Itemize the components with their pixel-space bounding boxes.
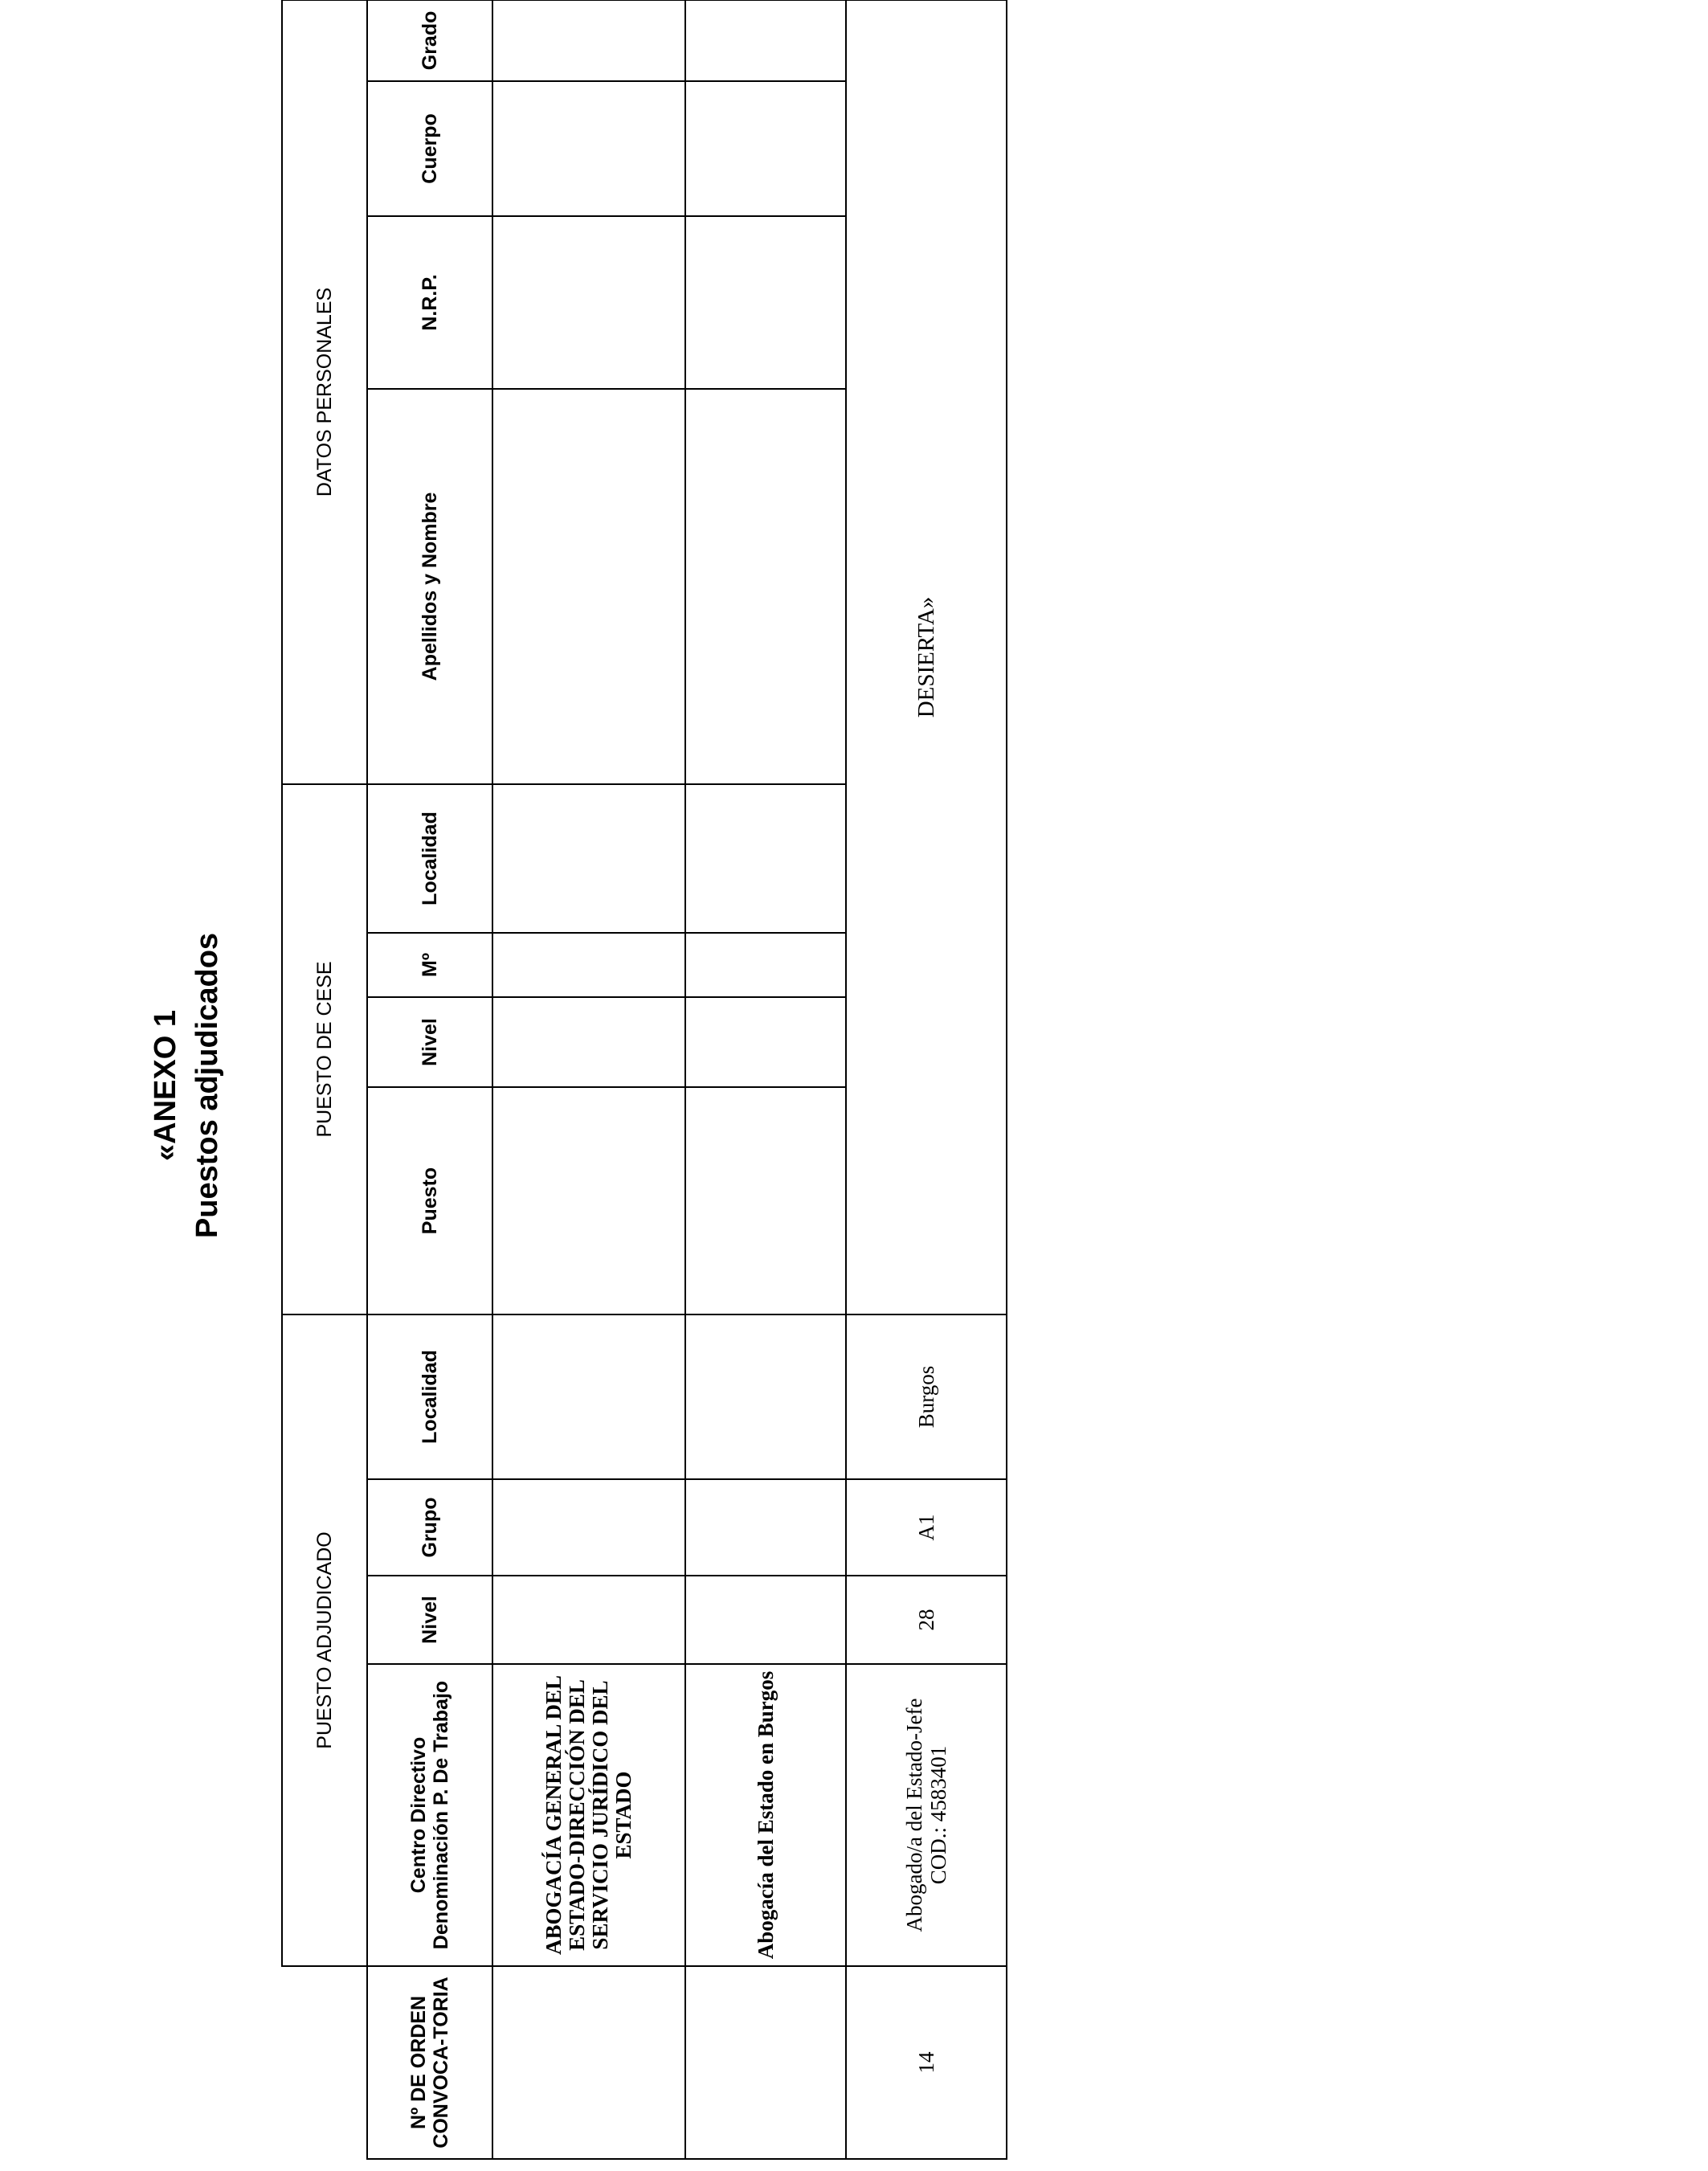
- col-header-centro: Centro Directivo Denominación P. De Trabajo: [367, 1664, 492, 1966]
- section-datos-personales: DATOS PERSONALES: [282, 0, 367, 784]
- col-header-cese-localidad: Localidad: [367, 784, 492, 933]
- cell-cese-localidad: [685, 784, 846, 933]
- cell-cese-m: [685, 933, 846, 997]
- cell-orden: [685, 1966, 846, 2159]
- col-header-cese-nivel: Nivel: [367, 997, 492, 1087]
- adjudicated-positions-table: [281, 0, 1007, 2160]
- col-header-grado: Grado: [367, 0, 492, 81]
- cell-grupo: [685, 1479, 846, 1576]
- centro-line1: Abogado/a del Estado-Jefe: [902, 1698, 926, 1932]
- col-header-nrp: N.R.P.: [367, 216, 492, 389]
- centro-line2: COD.: 4583401: [926, 1745, 950, 1885]
- section-puesto-adjudicado: PUESTO ADJUDICADO: [282, 1314, 367, 1966]
- col-header-puesto: Puesto: [367, 1087, 492, 1314]
- table-row: [492, 0, 685, 2159]
- cell-orden: 14: [846, 1966, 1007, 2159]
- cell-cuerpo: [492, 81, 685, 216]
- cell-cese-nivel: [492, 997, 685, 1087]
- cell-orden: [492, 1966, 685, 2159]
- cell-apellidos: [492, 389, 685, 784]
- cell-nivel: 28: [846, 1576, 1007, 1664]
- table-row: [685, 0, 846, 2159]
- cell-cuerpo: [685, 81, 846, 216]
- col-header-grupo: Grupo: [367, 1479, 492, 1576]
- status-desierta: DESIERTA»: [846, 0, 1007, 1314]
- cell-grado: [492, 0, 685, 81]
- col-header-orden: Nº DE ORDEN CONVOCA-TORIA: [367, 1966, 492, 2159]
- cell-centro: ABOGACÍA GENERAL DEL ESTADO-DIRECCIÓN DEL SERVICIO JURÍDICO DEL ESTADO: [492, 1664, 685, 1966]
- cell-cese-nivel: [685, 997, 846, 1087]
- empty-corner-cell: [282, 1966, 367, 2159]
- cell-centro: [846, 1664, 1007, 1966]
- cell-nrp: [685, 216, 846, 389]
- cell-puesto: [685, 1087, 846, 1314]
- column-header-row: [367, 0, 492, 2159]
- cell-nivel: [685, 1576, 846, 1664]
- cell-nivel: [492, 1576, 685, 1664]
- cell-grupo: A1: [846, 1479, 1007, 1576]
- cell-nrp: [492, 216, 685, 389]
- col-header-cuerpo: Cuerpo: [367, 81, 492, 216]
- annex-title: «ANEXO 1: [149, 1010, 182, 1161]
- cell-puesto: [492, 1087, 685, 1314]
- cell-centro: Abogacía del Estado en Burgos: [685, 1664, 846, 1966]
- cell-apellidos: [685, 389, 846, 784]
- table-row: [846, 0, 1007, 2159]
- section-puesto-cese: PUESTO DE CESE: [282, 784, 367, 1314]
- col-header-nivel: Nivel: [367, 1576, 492, 1664]
- cell-cese-localidad: [492, 784, 685, 933]
- cell-grado: [685, 0, 846, 81]
- cell-localidad: Burgos: [846, 1314, 1007, 1479]
- col-header-cese-m: Mº: [367, 933, 492, 997]
- cell-localidad: [685, 1314, 846, 1479]
- annex-subtitle: Puestos adjudicados: [190, 932, 224, 1239]
- cell-cese-m: [492, 933, 685, 997]
- title-block: [145, 0, 228, 2171]
- cell-grupo: [492, 1479, 685, 1576]
- cell-localidad: [492, 1314, 685, 1479]
- col-header-apellidos: Apellidos y Nombre: [367, 389, 492, 784]
- section-header-row: [282, 0, 367, 2159]
- col-header-localidad: Localidad: [367, 1314, 492, 1479]
